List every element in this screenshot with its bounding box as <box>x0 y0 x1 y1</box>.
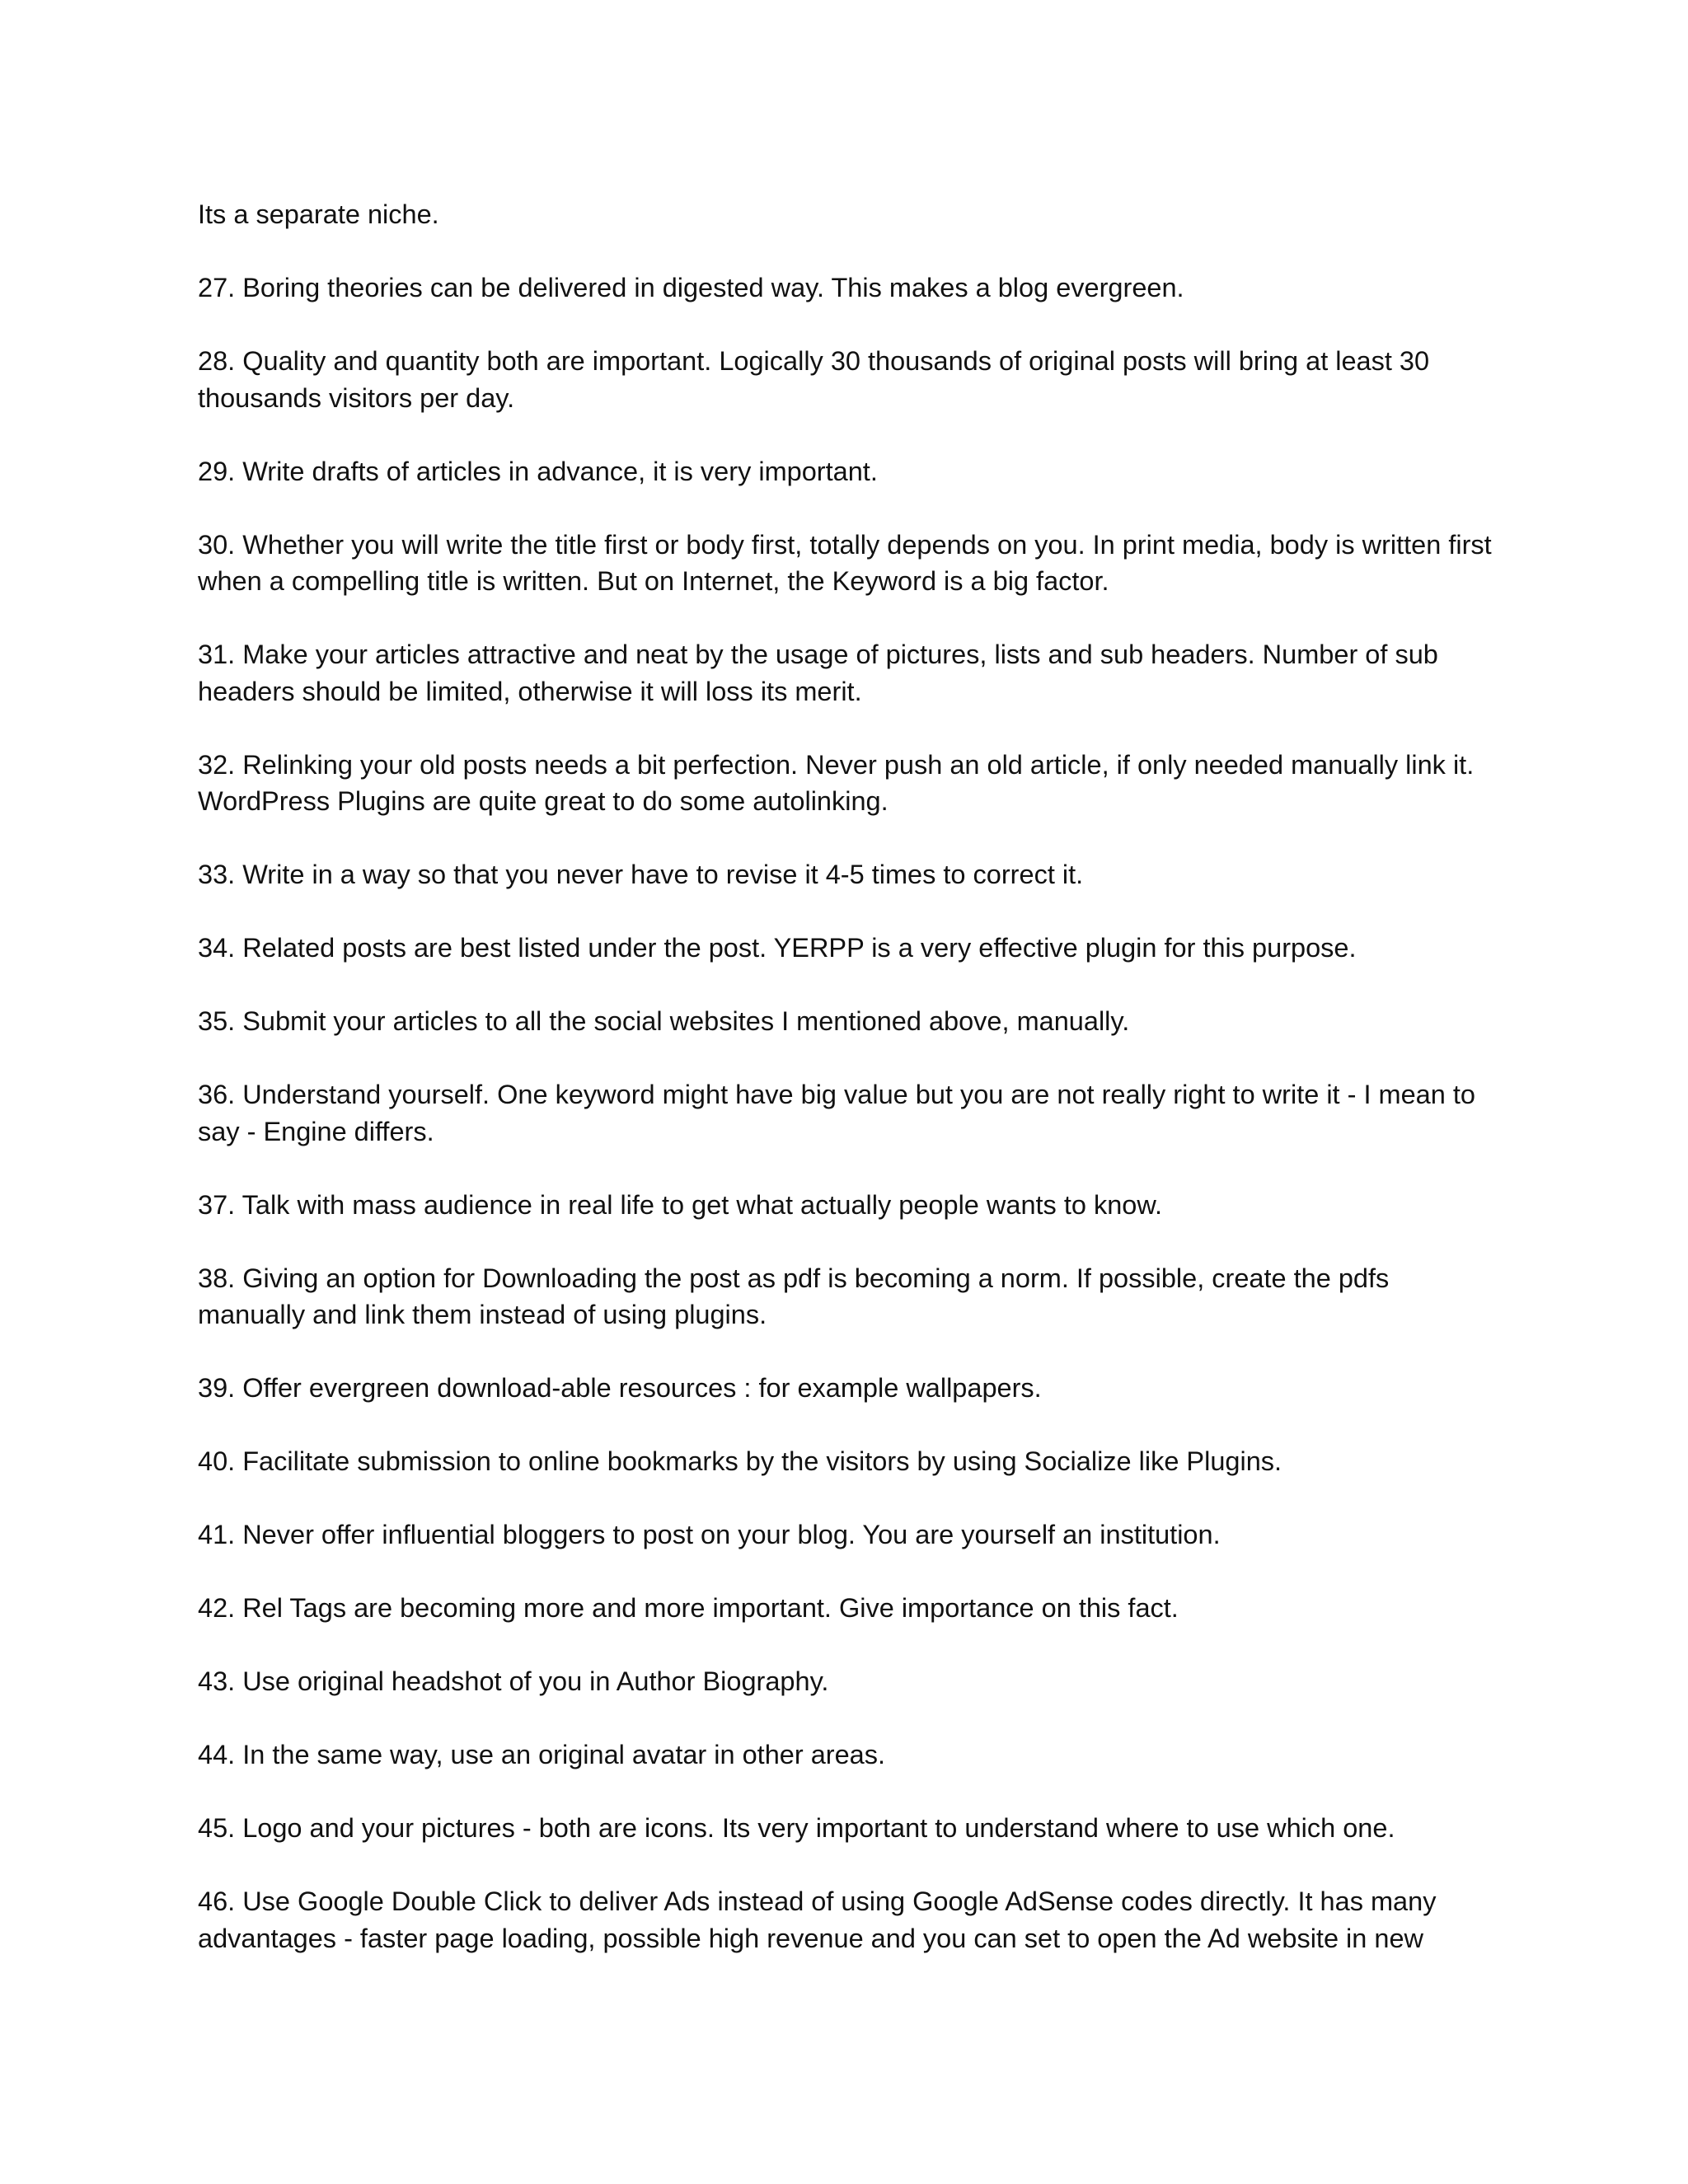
paragraph-30: 30. Whether you will write the title first or body first, totally depends on you. In print media, body is written first when a compelling title is written. But on Internet, the Keyword is a big factor. <box>198 529 1492 596</box>
paragraph-42: 42. Rel Tags are becoming more and more important. Give importance on this fact. <box>198 1593 1179 1623</box>
paragraph-41: 41. Never offer influential bloggers to post on your blog. You are yourself an institution. <box>198 1520 1221 1549</box>
paragraph-31: 31. Make your articles attractive and neat by the usage of pictures, lists and sub headers. Number of sub headers should be limited, otherwise it will loss its merit. <box>198 640 1438 706</box>
document-body <box>198 196 1500 1994</box>
paragraph-29: 29. Write drafts of articles in advance, it is very important. <box>198 456 878 486</box>
paragraph-28: 28. Quality and quantity both are important. Logically 30 thousands of original posts will bring at least 30 thousands visitors per day. <box>198 346 1430 413</box>
paragraph-44: 44. In the same way, use an original avatar in other areas. <box>198 1740 886 1769</box>
paragraph-38: 38. Giving an option for Downloading the post as pdf is becoming a norm. If possible, create the pdfs manually and link them instead of using plugins. <box>198 1263 1390 1329</box>
paragraph-intro: Its a separate niche. <box>198 199 439 229</box>
paragraph-45: 45. Logo and your pictures - both are icons. Its very important to understand where to use which one. <box>198 1813 1395 1843</box>
paragraph-27: 27. Boring theories can be delivered in digested way. This makes a blog evergreen. <box>198 273 1184 302</box>
paragraph-46: 46. Use Google Double Click to deliver Ads instead of using Google AdSense codes directly. It has many advantages - faster page loading, possible high revenue and you can set to open the Ad website in new <box>198 1886 1437 1953</box>
paragraph-35: 35. Submit your articles to all the social websites I mentioned above, manually. <box>198 1006 1130 1036</box>
paragraph-32: 32. Relinking your old posts needs a bit perfection. Never push an old article, if only needed manually link it. WordPress Plugins are quite great to do some autolinking. <box>198 749 1475 816</box>
paragraph-39: 39. Offer evergreen download-able resources : for example wallpapers. <box>198 1373 1042 1403</box>
paragraph-36: 36. Understand yourself. One keyword might have big value but you are not really right to write it - I mean to say - Engine differs. <box>198 1080 1475 1146</box>
paragraph-33: 33. Write in a way so that you never have to revise it 4-5 times to correct it. <box>198 860 1084 889</box>
paragraph-40: 40. Facilitate submission to online bookmarks by the visitors by using Socialize like Plugins. <box>198 1446 1282 1476</box>
paragraph-34: 34. Related posts are best listed under the post. YERPP is a very effective plugin for this purpose. <box>198 933 1357 963</box>
paragraph-37: 37. Talk with mass audience in real life to get what actually people wants to know. <box>198 1189 1163 1220</box>
paragraph-43: 43. Use original headshot of you in Author Biography. <box>198 1666 829 1696</box>
